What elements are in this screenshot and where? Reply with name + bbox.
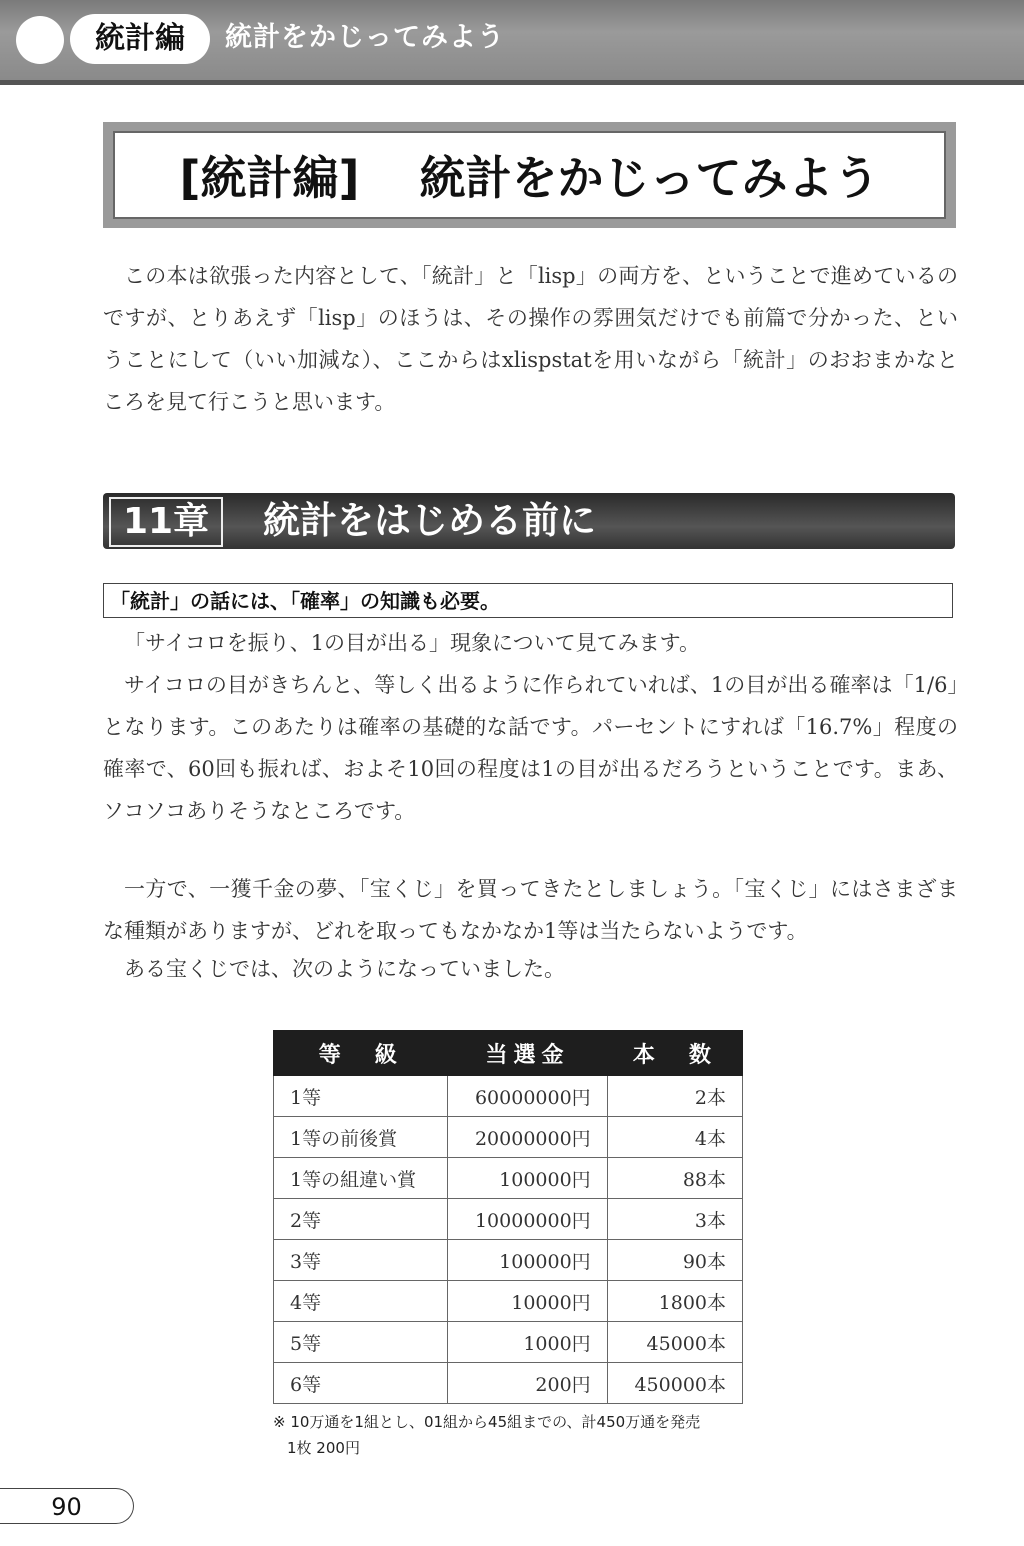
cell-count: 3本 <box>607 1199 742 1240</box>
cell-count: 2本 <box>607 1076 742 1117</box>
prize-table <box>273 1030 743 1404</box>
cell-grade: 1等 <box>274 1076 448 1117</box>
cell-prize: 100000円 <box>448 1240 607 1281</box>
part-title-inner <box>113 131 946 219</box>
cell-count: 45000本 <box>607 1322 742 1363</box>
table-row <box>274 1322 743 1363</box>
header-grade: 等 級 <box>274 1031 448 1076</box>
table-header-row <box>274 1031 743 1076</box>
header-circle-decoration <box>16 16 64 64</box>
part-title-box <box>103 122 956 228</box>
page-number: 90 <box>0 1488 134 1524</box>
cell-prize: 100000円 <box>448 1158 607 1199</box>
cell-grade: 1等の前後賞 <box>274 1117 448 1158</box>
chapter-title: 統計をはじめる前に <box>263 499 596 542</box>
table-row <box>274 1240 743 1281</box>
cell-prize: 60000000円 <box>448 1076 607 1117</box>
cell-grade: 5等 <box>274 1322 448 1363</box>
table-footnote <box>273 1409 700 1461</box>
lead-box: 「統計」の話には、「確率」の知識も必要。 <box>103 583 953 618</box>
table-row <box>274 1158 743 1199</box>
cell-count: 88本 <box>607 1158 742 1199</box>
body-paragraph-2: サイコロの目がきちんと、等しく出るように作られていれば、1の目が出る確率は「1/6」となります。このあたりは確率の基礎的な話です。パーセントにすれば「16.7%」程度の確率で、60回も振れば、およそ10回の程度は1の目が出るだろうということです。まあ、ソコソコありそうなところです。 <box>103 673 958 823</box>
body-paragraph-1: 「サイコロを振り、1の目が出る」現象について見てみます。 <box>124 631 700 655</box>
cell-grade: 1等の組違い賞 <box>274 1158 448 1199</box>
cell-prize: 1000円 <box>448 1322 607 1363</box>
cell-count: 450000本 <box>607 1363 742 1404</box>
cell-count: 90本 <box>607 1240 742 1281</box>
body-paragraph-4: ある宝くじでは、次のようになっていました。 <box>124 957 565 981</box>
running-header <box>0 0 1024 85</box>
cell-grade: 2等 <box>274 1199 448 1240</box>
cell-count: 4本 <box>607 1117 742 1158</box>
cell-prize: 20000000円 <box>448 1117 607 1158</box>
part-title-text: 統計をかじってみよう <box>419 151 880 205</box>
part-label: [統計編] <box>179 151 360 205</box>
intro-paragraph: この本は欲張った内容として、「統計」と「lisp」の両方を、ということで進めているのですが、とりあえず「lisp」のほうは、その操作の雰囲気だけでも前篇で分かった、ということにして（いい加減な）、ここからはxlispstatを用いながら「統計」のおおまかなところを見て行こうと思います。 <box>103 264 958 414</box>
cell-grade: 3等 <box>274 1240 448 1281</box>
cell-prize: 10000000円 <box>448 1199 607 1240</box>
footnote-line-2: 1枚 200円 <box>287 1439 360 1457</box>
body-paragraph-3: 一方で、一獲千金の夢、「宝くじ」を買ってきたとしましょう。「宝くじ」にはさまざまな種類がありますが、どれを取ってもなかなか1等は当たらないようです。 <box>103 877 958 943</box>
header-section-label: 統計編 <box>70 14 210 64</box>
cell-grade: 4等 <box>274 1281 448 1322</box>
chapter-heading-bar <box>103 493 955 549</box>
table-row <box>274 1199 743 1240</box>
cell-prize: 10000円 <box>448 1281 607 1322</box>
header-count: 本 数 <box>607 1031 742 1076</box>
table-row <box>274 1076 743 1117</box>
cell-count: 1800本 <box>607 1281 742 1322</box>
cell-prize: 200円 <box>448 1363 607 1404</box>
table-row <box>274 1281 743 1322</box>
chapter-number: 11章 <box>109 497 223 547</box>
header-prize: 当選金 <box>448 1031 607 1076</box>
cell-grade: 6等 <box>274 1363 448 1404</box>
table-row <box>274 1363 743 1404</box>
table-row <box>274 1117 743 1158</box>
footnote-line-1: ※ 10万通を1組とし、01組から45組までの、計450万通を発売 <box>273 1413 701 1431</box>
header-running-title: 統計をかじってみよう <box>225 22 505 53</box>
